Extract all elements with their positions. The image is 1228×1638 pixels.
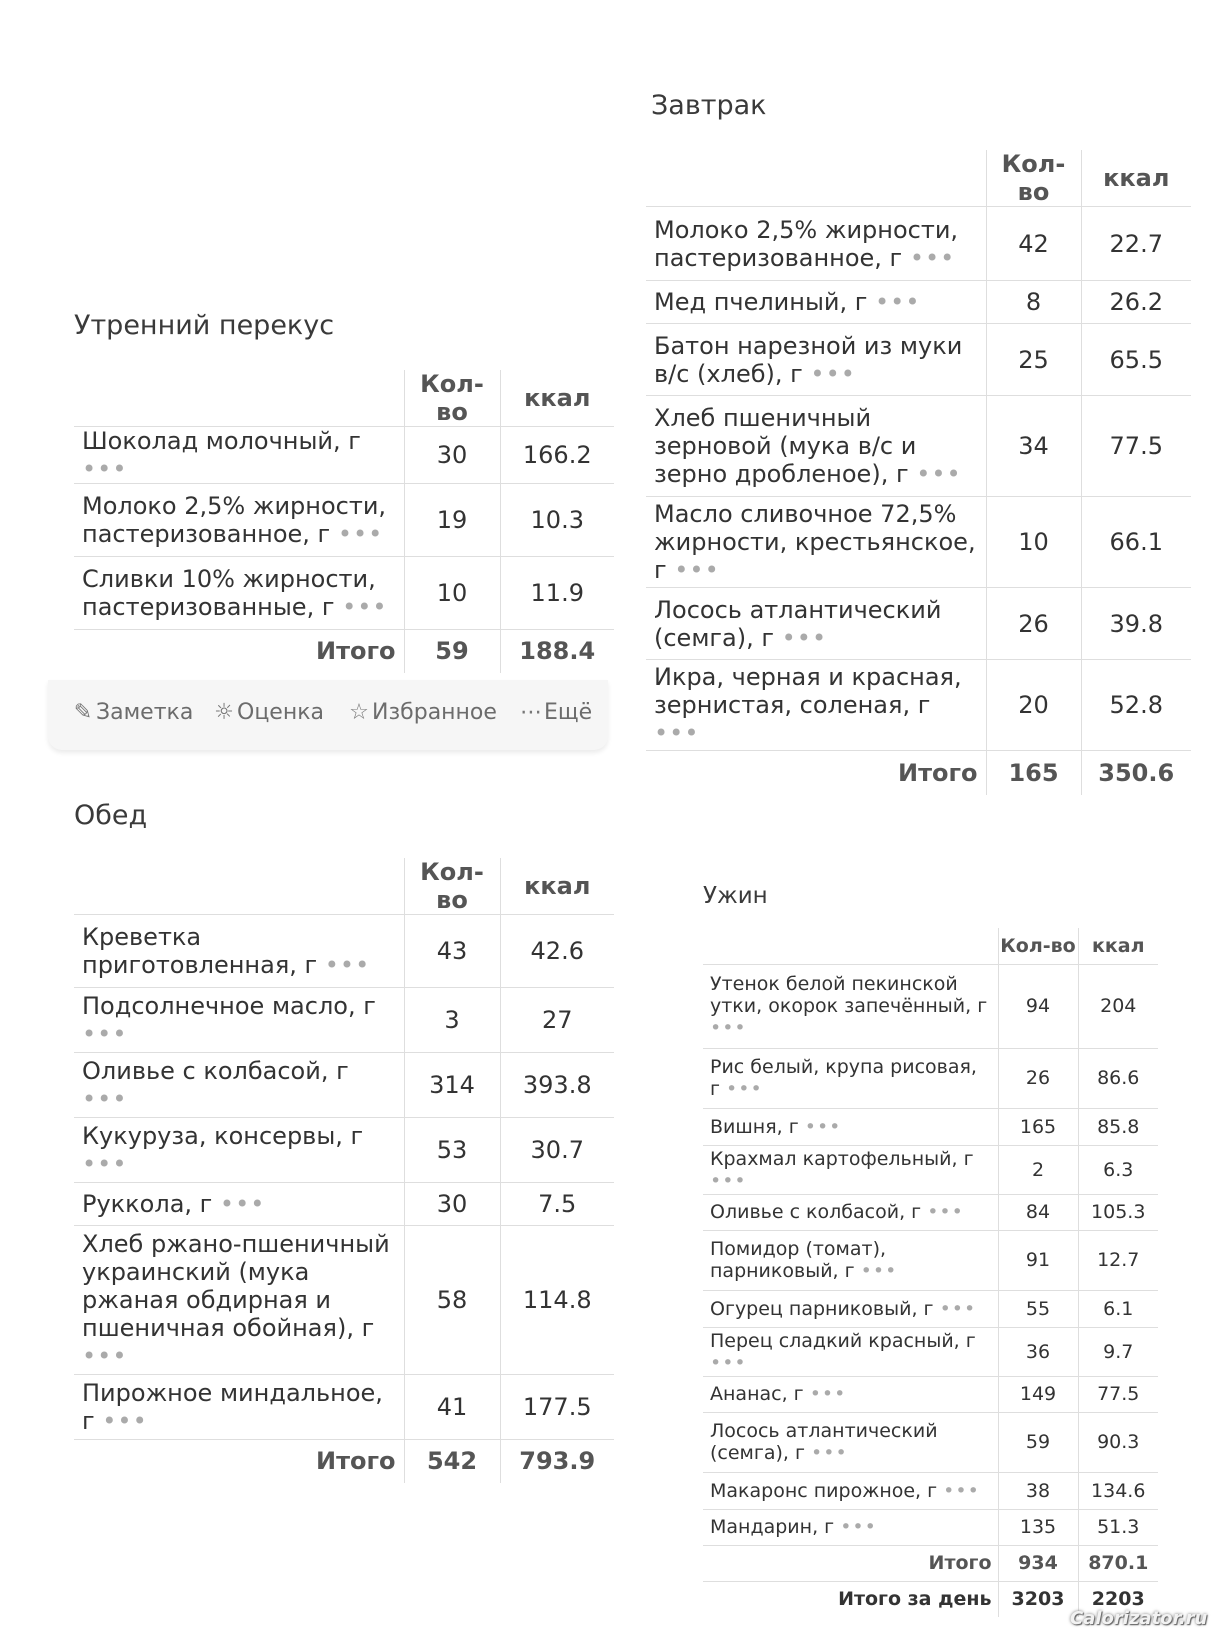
table-row[interactable] [703,1472,1158,1509]
food-name: Мед пчелиный, г [654,288,868,316]
food-qty: 30 [404,1183,500,1226]
breakfast-title: Завтрак [651,90,767,121]
morning-snack-panel [48,290,608,666]
column-header-kcal: ккал [500,858,614,915]
table-row[interactable] [703,1376,1158,1412]
more-icon[interactable]: ••• [674,556,720,584]
lightbulb-icon: ☼ [214,700,234,725]
total-row [74,630,614,673]
more-icon[interactable]: ••• [909,243,956,272]
more-label: Ещё [544,700,593,725]
table-row[interactable] [74,1226,614,1375]
food-qty: 19 [404,484,500,557]
food-kcal: 86.6 [1078,1048,1158,1108]
note-label: Заметка [96,700,194,725]
more-icon[interactable]: ••• [781,623,828,652]
rating-label: Оценка [237,700,324,725]
food-name: Руккола, г [82,1190,213,1218]
more-icon[interactable]: ••• [916,460,962,488]
column-header-qty: Кол-во [404,370,500,427]
more-icon[interactable]: ••• [82,1020,128,1048]
food-name: Лосось атлантический (семга), г [710,1420,938,1464]
total-label: Итого [315,637,396,666]
table-row[interactable] [646,588,1191,660]
food-name: Ананас, г [710,1383,804,1405]
table-row[interactable] [646,660,1191,751]
table-row[interactable] [646,281,1191,324]
table-row[interactable] [703,1509,1158,1545]
total-qty: 165 [986,751,1081,795]
more-icon[interactable]: ••• [927,1201,964,1223]
more-icon[interactable]: ••• [804,1115,842,1138]
food-qty: 30 [404,427,500,484]
more-icon[interactable]: ••• [82,1085,128,1113]
table-row[interactable] [703,1048,1158,1108]
more-icon[interactable]: ••• [939,1297,977,1320]
food-qty: 59 [998,1412,1078,1472]
total-row [646,751,1191,795]
morning-snack-table [74,370,614,673]
total-label: Итого [315,1447,396,1476]
food-name: Помидор (томат), парниковый, г [710,1238,887,1282]
food-kcal: 85.8 [1078,1108,1158,1145]
breakfast-panel [625,70,1225,787]
entry-toolbar [48,680,608,750]
food-kcal: 77.5 [1081,396,1191,497]
total-kcal: 350.6 [1081,751,1191,795]
food-kcal: 204 [1078,964,1158,1048]
table-row[interactable] [74,484,614,557]
lunch-table [74,858,614,1483]
table-row[interactable] [74,1118,614,1183]
column-header-qty: Кол-во [986,150,1081,207]
total-qty: 934 [998,1545,1078,1581]
morning-snack-title: Утренний перекус [74,310,335,341]
more-icon[interactable]: ••• [82,1150,128,1178]
food-name: Оливье с колбасой, г [82,1057,349,1085]
table-row[interactable] [703,1108,1158,1145]
more-icon[interactable]: ••• [82,1342,128,1370]
food-qty: 165 [998,1108,1078,1145]
food-qty: 149 [998,1376,1078,1412]
food-kcal: 26.2 [1081,281,1191,324]
column-header-qty: Кол-во [998,928,1078,964]
table-row[interactable] [74,988,614,1053]
favorite-label: Избранное [372,700,497,725]
food-qty: 26 [986,588,1081,660]
food-kcal: 10.3 [500,484,614,557]
dinner-panel [683,858,1183,1638]
day-total-kcal: 2203 [1078,1581,1158,1617]
food-qty: 53 [404,1118,500,1183]
rating-button[interactable] [211,700,324,725]
day-total-qty: 3203 [998,1581,1078,1617]
more-icon[interactable]: ••• [875,288,921,316]
food-kcal: 9.7 [1078,1327,1158,1376]
table-row[interactable] [703,1194,1158,1230]
food-qty: 20 [986,660,1081,751]
food-kcal: 6.3 [1078,1145,1158,1194]
food-name: Сливки 10% жирности, пастеризованные, г [82,565,376,621]
total-qty: 59 [404,630,500,673]
food-qty: 94 [998,964,1078,1048]
total-row [74,1440,614,1483]
watermark: Calorizator.ru [1070,1608,1208,1629]
food-name: Пирожное миндальное, г [82,1379,383,1435]
column-header-kcal: ккал [500,370,614,427]
food-qty: 36 [998,1327,1078,1376]
food-qty: 26 [998,1048,1078,1108]
food-kcal: 105.3 [1078,1194,1158,1230]
total-row [703,1545,1158,1581]
more-icon[interactable]: ••• [726,1078,763,1100]
food-qty: 41 [404,1375,500,1440]
food-qty: 3 [404,988,500,1053]
total-qty: 542 [404,1440,500,1483]
food-name: Масло сливочное 72,5% жирности, крестьянское, г [654,500,976,584]
table-row[interactable] [703,1290,1158,1327]
food-kcal: 22.7 [1081,207,1191,281]
food-name: Огурец парниковый, г [710,1297,934,1320]
day-total-label: Итого за день [838,1588,992,1611]
food-qty: 10 [404,557,500,630]
food-name: Вишня, г [710,1115,799,1138]
food-kcal: 39.8 [1081,588,1191,660]
column-header-kcal: ккал [1081,150,1191,207]
food-kcal: 65.5 [1081,324,1191,396]
table-row[interactable] [74,557,614,630]
food-kcal: 114.8 [500,1226,614,1375]
food-qty: 10 [986,497,1081,588]
food-qty: 58 [404,1226,500,1375]
total-kcal: 793.9 [500,1440,614,1483]
food-kcal: 11.9 [500,557,614,630]
table-row[interactable] [703,1412,1158,1472]
food-kcal: 42.6 [500,915,614,988]
food-name: Батон нарезной из муки в/с (хлеб), г [654,331,963,388]
food-qty: 42 [986,207,1081,281]
food-kcal: 52.8 [1081,660,1191,751]
more-icon[interactable]: ••• [840,1516,877,1538]
food-kcal: 6.1 [1078,1290,1158,1327]
food-qty: 43 [404,915,500,988]
food-kcal: 51.3 [1078,1509,1158,1545]
food-name: Рис белый, крупа рисовая, г [710,1056,977,1100]
food-name: Крахмал картофельный, г [710,1147,974,1170]
more-icon[interactable]: ••• [219,1190,266,1218]
star-icon: ☆ [349,700,369,725]
table-row[interactable] [646,497,1191,588]
food-name: Оливье с колбасой, г [710,1201,922,1223]
food-kcal: 166.2 [500,427,614,484]
food-kcal: 7.5 [500,1183,614,1226]
more-icon[interactable]: ••• [943,1479,980,1502]
column-header-qty: Кол-во [404,858,500,915]
food-kcal: 66.1 [1081,497,1191,588]
food-kcal: 90.3 [1078,1412,1158,1472]
food-qty: 135 [998,1509,1078,1545]
food-qty: 2 [998,1145,1078,1194]
food-name: Подсолнечное масло, г [82,992,376,1020]
food-name: Перец сладкий красный, г [710,1329,976,1352]
table-row[interactable] [703,1327,1158,1376]
food-qty: 34 [986,396,1081,497]
dinner-table [703,928,1158,1617]
table-row[interactable] [74,1183,614,1226]
food-kcal: 77.5 [1078,1376,1158,1412]
food-qty: 8 [986,281,1081,324]
note-icon: ✎ [73,700,93,725]
more-icon[interactable]: ••• [337,520,384,548]
table-row[interactable] [646,396,1191,497]
food-qty: 38 [998,1472,1078,1509]
food-name: Икра, черная и красная, зернистая, соленая, г [654,663,962,719]
food-name: Хлеб ржано-пшеничный украинский (мука ржаная обдирная и пшеничная обойная), г [82,1230,390,1342]
food-qty: 25 [986,324,1081,396]
breakfast-table [646,150,1191,795]
food-name: Макаронс пирожное, г [710,1479,938,1502]
more-icon[interactable]: ••• [654,719,700,747]
more-icon[interactable]: ••• [710,1351,747,1374]
food-name: Креветка приготовленная, г [82,923,318,979]
food-kcal: 393.8 [500,1053,614,1118]
food-kcal: 134.6 [1078,1472,1158,1509]
food-qty: 91 [998,1230,1078,1290]
more-icon[interactable]: ••• [342,593,388,621]
food-name: Молоко 2,5% жирности, пастеризованное, г [654,215,959,272]
food-qty: 84 [998,1194,1078,1230]
table-row[interactable] [646,207,1191,281]
favorite-button[interactable] [346,700,497,725]
column-header-kcal: ккал [1078,928,1158,964]
total-label: Итого [703,1545,998,1581]
table-row[interactable] [703,964,1158,1048]
table-row[interactable] [74,1375,614,1440]
more-icon[interactable]: ••• [860,1260,898,1282]
table-row[interactable] [74,427,614,484]
food-kcal: 177.5 [500,1375,614,1440]
total-kcal: 870.1 [1078,1545,1158,1581]
dinner-title: Ужин [703,883,768,909]
more-icon[interactable]: ••• [809,1383,847,1405]
more-icon[interactable]: ••• [710,1017,747,1039]
food-qty: 314 [404,1053,500,1118]
ellipsis-icon: ⋯ [520,700,542,725]
total-label: Итого [897,758,978,787]
food-name: Лосось атлантический (семга), г [654,595,942,652]
food-name: Молоко 2,5% жирности, пастеризованное, г [82,492,387,548]
food-kcal: 27 [500,988,614,1053]
lunch-panel [48,775,608,1476]
table-row[interactable] [74,1053,614,1118]
food-name: Кукуруза, консервы, г [82,1122,364,1150]
more-icon[interactable]: ••• [324,951,371,979]
food-name: Хлеб пшеничный зерновой (мука в/с и зерно дробленое), г [654,404,917,488]
table-row[interactable] [703,1230,1158,1290]
lunch-title: Обед [74,800,148,831]
table-row[interactable] [703,1145,1158,1194]
more-button[interactable] [518,700,592,725]
food-kcal: 30.7 [500,1118,614,1183]
food-name: Утенок белой пекинской утки, окорок запечённый, г [710,973,988,1017]
total-kcal: 188.4 [500,630,614,673]
note-button[interactable] [70,700,193,725]
food-qty: 55 [998,1290,1078,1327]
more-icon[interactable]: ••• [710,1169,747,1192]
food-name: Шоколад молочный, г [82,427,361,455]
more-icon[interactable]: ••• [811,1442,848,1464]
table-row[interactable] [74,915,614,988]
table-row[interactable] [646,324,1191,396]
food-kcal: 12.7 [1078,1230,1158,1290]
food-name: Мандарин, г [710,1516,835,1538]
more-icon[interactable]: ••• [82,455,128,483]
more-icon[interactable]: ••• [810,359,856,388]
more-icon[interactable]: ••• [102,1407,148,1435]
